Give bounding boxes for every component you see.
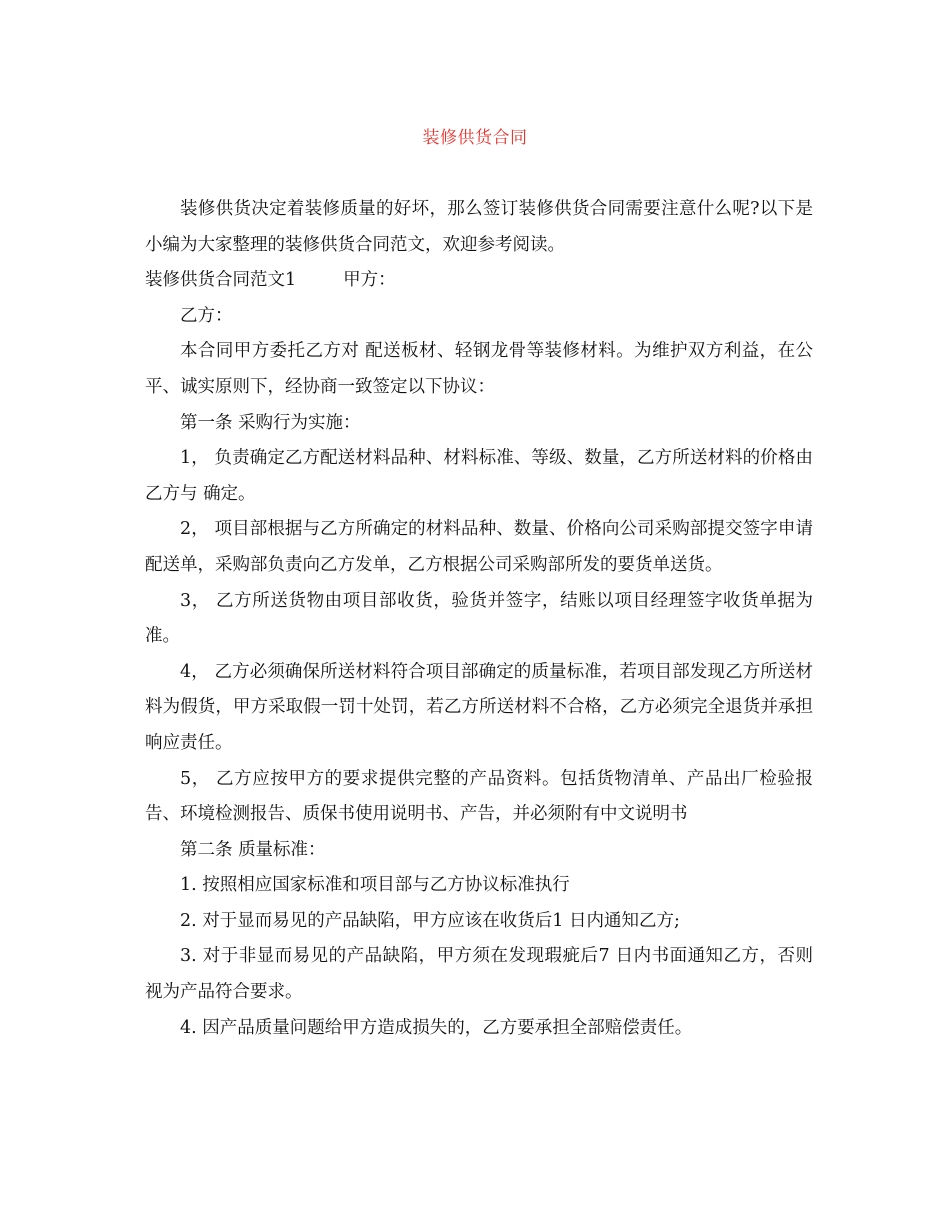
document-body: [145, 192, 813, 1046]
document-title: 装修供货合同: [422, 128, 528, 148]
contract-preamble: 本合同甲方委托乙方对 配送板材、轻钢龙骨等装修材料。为维护双方利益，在公平、诚实原则下，经协商一致签定以下协议：: [145, 341, 813, 397]
article-2-heading: 第二条 质量标准：: [180, 839, 326, 860]
article-1-heading: 第一条 采购行为实施：: [180, 412, 361, 433]
sample-heading: 装修供货合同范文1: [145, 270, 297, 291]
article-1-clause-1: 1， 负责确定乙方配送材料品种、材料标准、等级、数量，乙方所送材料的价格由乙方与 确定。: [145, 448, 813, 504]
article-1-clause-4: 4， 乙方必须确保所送材料符合项目部确定的质量标准，若项目部发现乙方所送材料为假货，甲方采取假一罚十处罚，若乙方所送材料不合格，乙方必须完全退货并承担响应责任。: [145, 661, 813, 753]
party-a-label: 甲方：: [343, 270, 396, 291]
intro-paragraph: 装修供货决定着装修质量的好坏，那么签订装修供货合同需要注意什么呢?以下是小编为大家整理的装修供货合同范文，欢迎参考阅读。: [145, 199, 813, 255]
article-1-clause-5: 5， 乙方应按甲方的要求提供完整的产品资料。包括货物清单、产品出厂检验报告、环境检测报告、质保书使用说明书、产告，并必须附有中文说明书: [145, 768, 813, 825]
article-1-clause-3: 3， 乙方所送货物由项目部收货，验货并签字，结账以项目经理签字收货单据为准。: [145, 590, 813, 647]
article-1-clause-2: 2， 项目部根据与乙方所确定的材料品种、数量、价格向公司采购部提交签字申请配送单，采购部负责向乙方发单，乙方根据公司采购部所发的要货单送货。: [145, 519, 813, 575]
article-2-clause-3: 3. 对于非显而易见的产品缺陷，甲方须在发现瑕疵后7 日内书面通知乙方，否则视为产品符合要求。: [145, 946, 813, 1003]
article-2-clause-2: 2. 对于显而易见的产品缺陷，甲方应该在收货后1 日内通知乙方;: [180, 910, 680, 931]
article-2-clause-4: 4. 因产品质量问题给甲方造成损失的，乙方要承担全部赔偿责任。: [180, 1017, 693, 1038]
party-b-label: 乙方：: [180, 305, 233, 326]
article-2-clause-1: 1. 按照相应国家标准和项目部与乙方协议标准执行: [180, 875, 570, 896]
sample-heading-row: [145, 263, 813, 299]
heading-spacer: [296, 263, 343, 299]
